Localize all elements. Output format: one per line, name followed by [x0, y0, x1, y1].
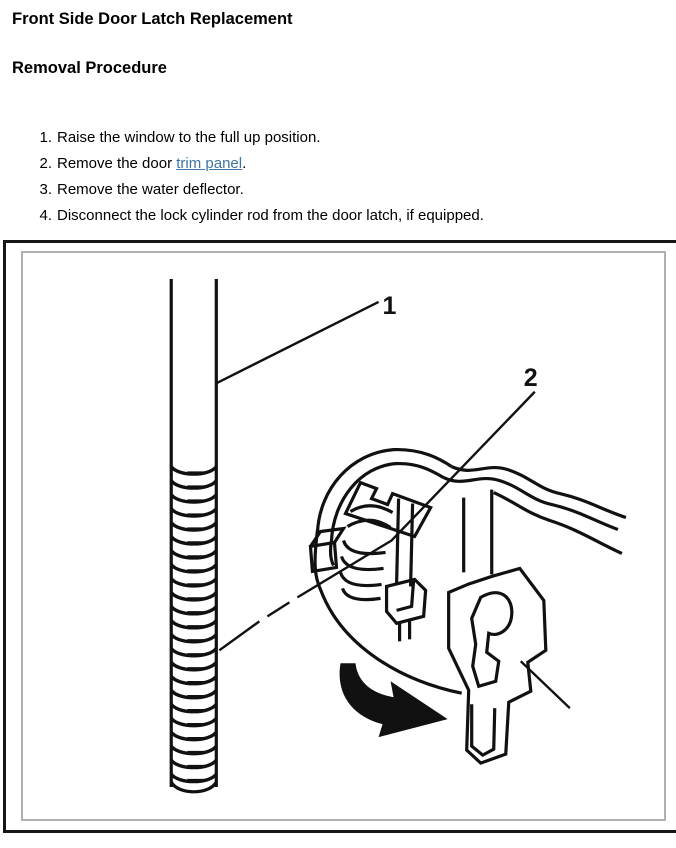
latch-bracket: [449, 568, 546, 763]
step-2: [32, 151, 676, 177]
callout-2-label: 2: [523, 363, 538, 392]
step-text: Raise the window to the full up position.: [57, 129, 321, 146]
rotation-arrow: [340, 663, 448, 737]
step-4: [32, 203, 676, 229]
step-text: Disconnect the lock cylinder rod from the door latch, if equipped.: [57, 207, 484, 224]
step-number: 3.: [39, 181, 52, 198]
step-number: 2.: [39, 155, 52, 172]
callout-1-label: 1: [382, 291, 397, 320]
callout-1-leader: [217, 302, 378, 383]
step-text: Remove the water deflector.: [57, 181, 244, 198]
step-1: [32, 125, 676, 151]
step-3: [32, 177, 676, 203]
procedure-steps: [0, 125, 676, 229]
door-panel-lines: [315, 450, 626, 709]
step-number: 1.: [39, 129, 52, 146]
step-text: Remove the door: [57, 155, 177, 172]
trim-panel-link[interactable]: trim panel: [176, 155, 243, 172]
page-title: Front Side Door Latch Replacement: [12, 10, 293, 28]
document-page: [0, 10, 676, 848]
spring-clip: [310, 483, 430, 642]
section-title: Removal Procedure: [12, 59, 167, 77]
lock-rod: [171, 279, 216, 792]
step-number: 4.: [39, 207, 52, 224]
figure-frame: [3, 240, 676, 833]
figure-border: [21, 251, 666, 821]
step-text: .: [242, 155, 247, 172]
latch-illustration: [23, 253, 664, 819]
